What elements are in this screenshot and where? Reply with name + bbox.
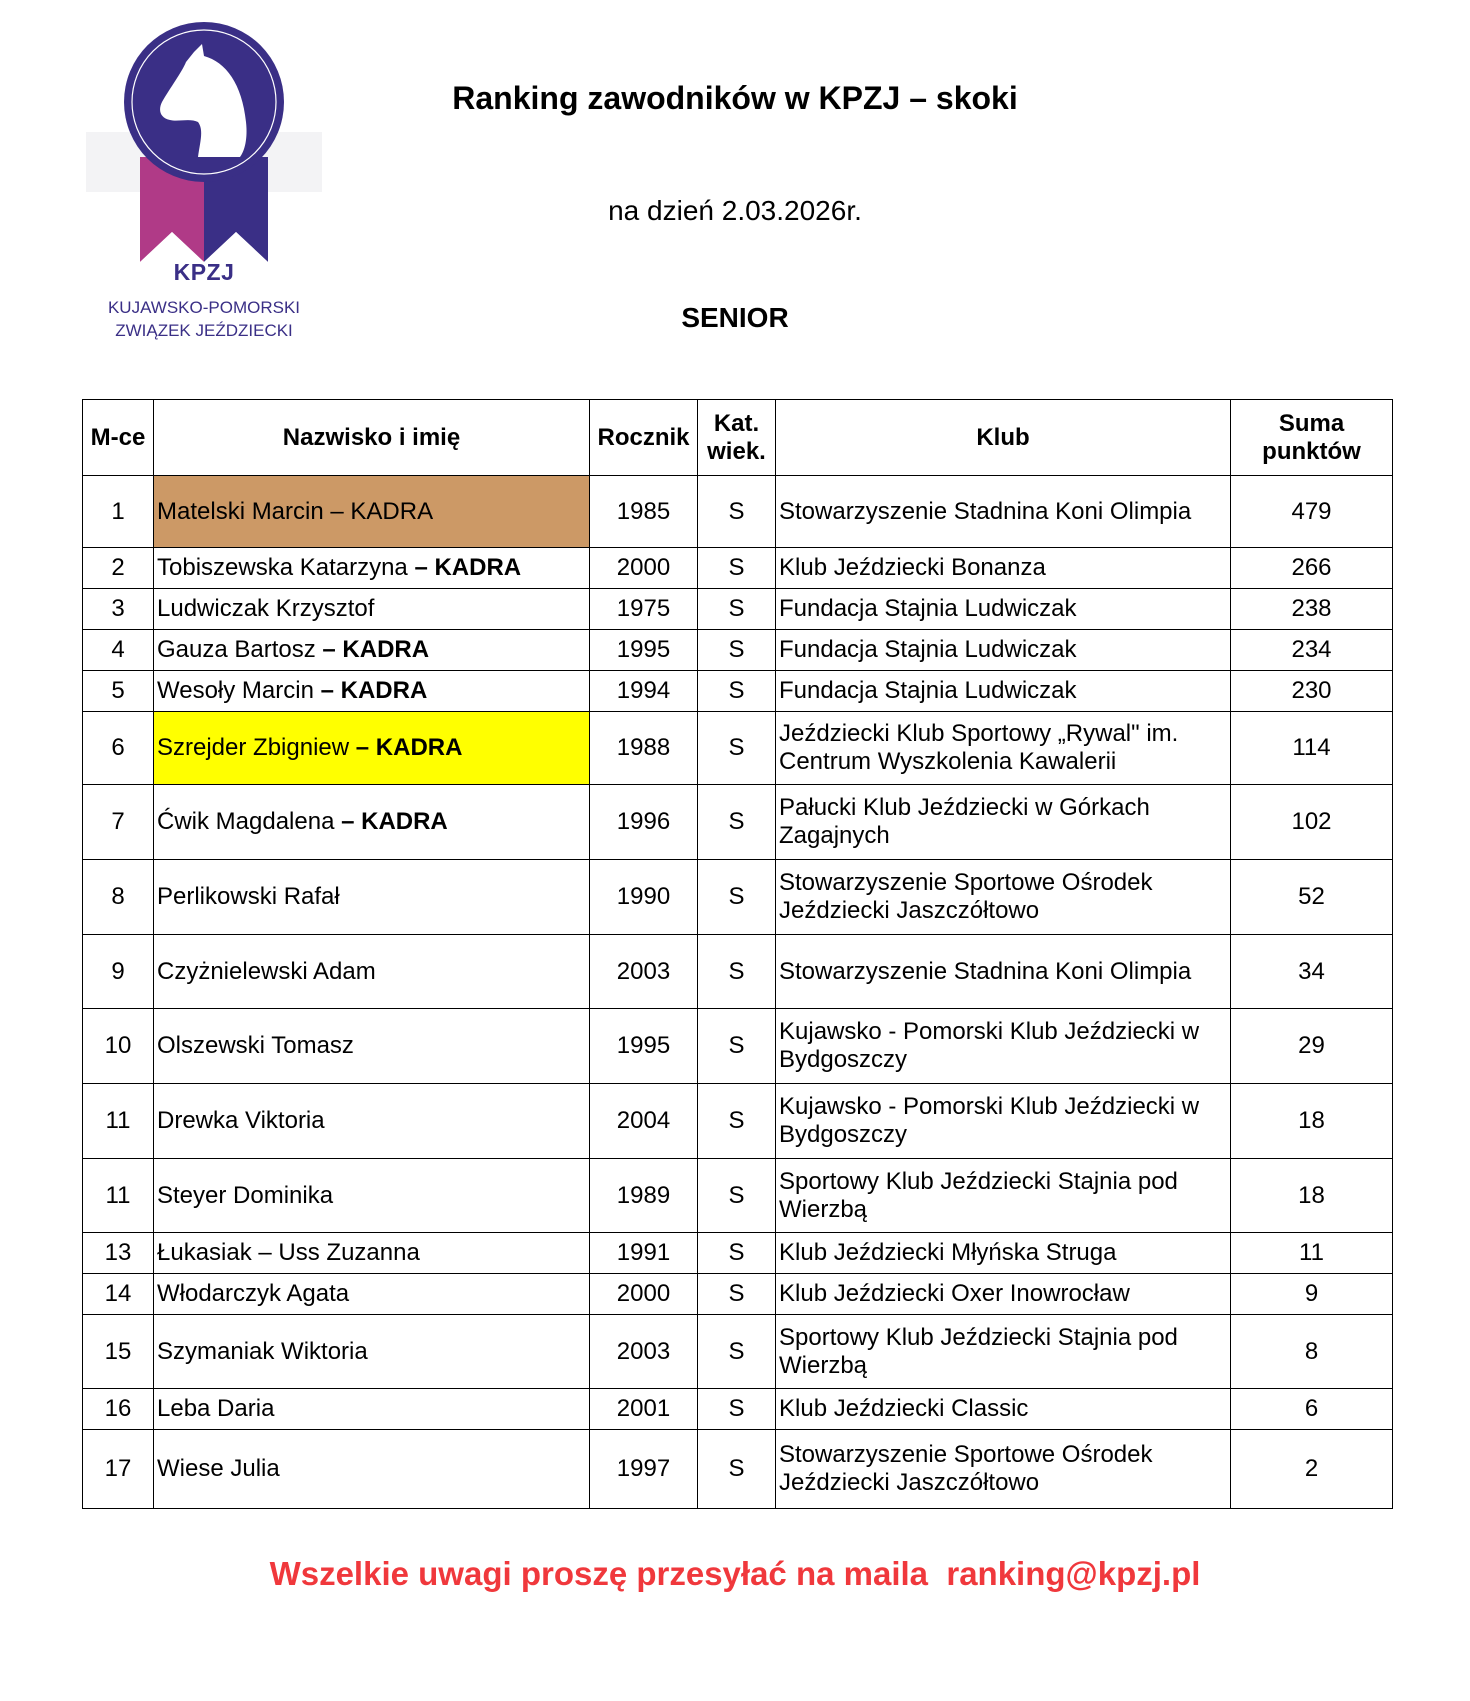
category-cell: S — [698, 1159, 776, 1233]
kadra-badge: – KADRA — [313, 677, 428, 704]
place-cell: 3 — [83, 589, 154, 630]
name-cell — [154, 860, 590, 935]
points-cell: 6 — [1231, 1389, 1393, 1430]
place-cell: 6 — [83, 712, 154, 785]
column-header-year: Rocznik — [590, 400, 698, 476]
table-row — [83, 630, 1393, 671]
table-row — [83, 1233, 1393, 1274]
year-cell: 2003 — [590, 1315, 698, 1389]
points-cell: 234 — [1231, 630, 1393, 671]
table-row — [83, 476, 1393, 548]
club-cell: Stowarzyszenie Sportowe Ośrodek Jeździecki Jaszczółtowo — [776, 860, 1231, 935]
category-cell: S — [698, 935, 776, 1009]
category-cell: S — [698, 1315, 776, 1389]
place-cell: 16 — [83, 1389, 154, 1430]
name-cell — [154, 548, 590, 589]
club-cell: Klub Jeździecki Oxer Inowrocław — [776, 1274, 1231, 1315]
points-cell: 11 — [1231, 1233, 1393, 1274]
name-cell — [154, 589, 590, 630]
name-cell — [154, 1084, 590, 1159]
club-cell: Kujawsko - Pomorski Klub Jeździecki w Bydgoszczy — [776, 1009, 1231, 1084]
place-cell: 11 — [83, 1159, 154, 1233]
year-cell: 1989 — [590, 1159, 698, 1233]
name-cell — [154, 671, 590, 712]
rider-name: Wiese Julia — [157, 1455, 280, 1482]
table-row — [83, 860, 1393, 935]
rider-name: Włodarczyk Agata — [157, 1280, 350, 1307]
club-cell: Klub Jeździecki Młyńska Struga — [776, 1233, 1231, 1274]
year-cell: 2000 — [590, 548, 698, 589]
name-cell — [154, 1159, 590, 1233]
points-cell: 34 — [1231, 935, 1393, 1009]
place-cell: 17 — [83, 1430, 154, 1509]
year-cell: 1985 — [590, 476, 698, 548]
category-cell: S — [698, 1389, 776, 1430]
points-cell: 230 — [1231, 671, 1393, 712]
category-cell: S — [698, 1274, 776, 1315]
place-cell: 1 — [83, 476, 154, 548]
club-cell: Fundacja Stajnia Ludwiczak — [776, 589, 1231, 630]
year-cell: 1996 — [590, 785, 698, 860]
table-row — [83, 589, 1393, 630]
logo-text-line1: KUJAWSKO-POMORSKI — [107, 298, 301, 317]
contact-note: Wszelkie uwagi proszę przesyłać na maila ranking@kpzj.pl — [269, 1555, 1201, 1592]
logo-abbreviation: KPZJ — [173, 259, 235, 285]
name-cell — [154, 1430, 590, 1509]
rider-name: Perlikowski Rafał — [157, 883, 340, 910]
rider-name: Szymaniak Wiktoria — [157, 1337, 368, 1365]
category-cell: S — [698, 476, 776, 548]
column-header-club: Klub — [776, 400, 1231, 476]
points-cell: 29 — [1231, 1009, 1393, 1084]
points-cell: 52 — [1231, 860, 1393, 935]
category-cell: S — [698, 630, 776, 671]
category-cell: S — [698, 785, 776, 860]
place-cell: 11 — [83, 1084, 154, 1159]
kadra-badge: – KADRA — [407, 554, 522, 581]
category-cell: S — [698, 589, 776, 630]
kadra-badge: – KADRA — [334, 808, 448, 835]
table-row — [83, 1009, 1393, 1084]
rider-name: Matelski Marcin – KADRA — [157, 497, 434, 525]
table-row — [83, 712, 1393, 785]
place-cell: 4 — [83, 630, 154, 671]
rider-name: Łukasiak – Uss Zuzanna — [157, 1239, 420, 1266]
category-cell: S — [698, 1009, 776, 1084]
points-cell: 18 — [1231, 1159, 1393, 1233]
place-cell: 10 — [83, 1009, 154, 1084]
table-row — [83, 671, 1393, 712]
column-header-name: Nazwisko i imię — [154, 400, 590, 476]
place-cell: 14 — [83, 1274, 154, 1315]
place-cell: 13 — [83, 1233, 154, 1274]
table-row — [83, 1430, 1393, 1509]
name-cell — [154, 785, 590, 860]
category-cell: S — [698, 671, 776, 712]
place-cell: 15 — [83, 1315, 154, 1389]
category-cell: S — [698, 1430, 776, 1509]
rider-name: Tobiszewska Katarzyna — [157, 554, 408, 581]
club-cell: Klub Jeździecki Classic — [776, 1389, 1231, 1430]
name-cell — [154, 630, 590, 671]
points-cell: 102 — [1231, 785, 1393, 860]
rider-name: Wesoły Marcin — [157, 677, 314, 704]
year-cell: 1995 — [590, 630, 698, 671]
name-cell — [154, 476, 590, 548]
points-cell: 2 — [1231, 1430, 1393, 1509]
place-cell: 7 — [83, 785, 154, 860]
club-cell: Pałucki Klub Jeździecki w Górkach Zagajnych — [776, 785, 1231, 860]
place-cell: 8 — [83, 860, 154, 935]
club-cell: Stowarzyszenie Sportowe Ośrodek Jeździecki Jaszczółtowo — [776, 1430, 1231, 1509]
page-title: Ranking zawodników w KPZJ – skoki — [452, 80, 1018, 116]
kadra-badge: – KADRA — [349, 734, 463, 761]
rider-name: Czyżnielewski Adam — [157, 957, 376, 985]
column-header-points-label: Suma punktów — [1262, 409, 1361, 465]
table-row — [83, 1315, 1393, 1389]
club-cell: Kujawsko - Pomorski Klub Jeździecki w Bydgoszczy — [776, 1084, 1231, 1159]
year-cell: 1990 — [590, 860, 698, 935]
rider-name: Szrejder Zbigniew — [157, 734, 350, 761]
rider-name: Ćwik Magdalena — [157, 808, 335, 835]
table-row — [83, 1389, 1393, 1430]
year-cell: 1994 — [590, 671, 698, 712]
points-cell: 114 — [1231, 712, 1393, 785]
column-header-points — [1231, 400, 1393, 476]
table-header-row — [83, 400, 1393, 476]
club-cell: Fundacja Stajnia Ludwiczak — [776, 630, 1231, 671]
column-header-category-label: Kat. wiek. — [707, 409, 766, 465]
rider-name: Gauza Bartosz — [157, 636, 316, 663]
rider-name: Olszewski Tomasz — [157, 1032, 354, 1059]
club-cell: Sportowy Klub Jeździecki Stajnia pod Wierzbą — [776, 1315, 1231, 1389]
table-row — [83, 548, 1393, 589]
name-cell — [154, 1315, 590, 1389]
logo-text-line2: ZWIĄZEK JEŹDZIECKI — [115, 321, 293, 340]
name-cell — [154, 935, 590, 1009]
table-row — [83, 1274, 1393, 1315]
place-cell: 9 — [83, 935, 154, 1009]
kadra-badge: – KADRA — [315, 636, 430, 663]
points-cell: 266 — [1231, 548, 1393, 589]
year-cell: 1991 — [590, 1233, 698, 1274]
year-cell: 2004 — [590, 1084, 698, 1159]
year-cell: 1975 — [590, 589, 698, 630]
rider-name: Drewka Viktoria — [157, 1107, 325, 1134]
horse-head-ribbon-icon — [86, 22, 322, 262]
table-row — [83, 1159, 1393, 1233]
name-cell — [154, 1009, 590, 1084]
rider-name: Ludwiczak Krzysztof — [157, 595, 375, 622]
points-cell: 479 — [1231, 476, 1393, 548]
club-cell: Jeździecki Klub Sportowy „Rywal" im. Centrum Wyszkolenia Kawalerii — [776, 712, 1231, 785]
category-cell: S — [698, 1084, 776, 1159]
place-cell: 5 — [83, 671, 154, 712]
club-cell: Fundacja Stajnia Ludwiczak — [776, 671, 1231, 712]
name-cell — [154, 712, 590, 785]
year-cell: 2001 — [590, 1389, 698, 1430]
table-row — [83, 785, 1393, 860]
rider-name: Leba Daria — [157, 1395, 275, 1422]
table-row — [83, 935, 1393, 1009]
category-cell: S — [698, 1233, 776, 1274]
column-header-place: M-ce — [83, 400, 154, 476]
year-cell: 1988 — [590, 712, 698, 785]
year-cell: 1995 — [590, 1009, 698, 1084]
name-cell — [154, 1274, 590, 1315]
points-cell: 9 — [1231, 1274, 1393, 1315]
club-cell: Stowarzyszenie Stadnina Koni Olimpia — [776, 935, 1231, 1009]
year-cell: 2000 — [590, 1274, 698, 1315]
place-cell: 2 — [83, 548, 154, 589]
year-cell: 2003 — [590, 935, 698, 1009]
category-cell: S — [698, 712, 776, 785]
name-cell — [154, 1389, 590, 1430]
club-cell: Klub Jeździecki Bonanza — [776, 548, 1231, 589]
category-heading: SENIOR — [681, 302, 789, 333]
year-cell: 1997 — [590, 1430, 698, 1509]
category-cell: S — [698, 548, 776, 589]
club-cell: Stowarzyszenie Stadnina Koni Olimpia — [776, 476, 1231, 548]
column-header-category — [698, 400, 776, 476]
ranking-table — [82, 399, 1393, 1509]
kpzj-logo — [86, 22, 322, 352]
points-cell: 238 — [1231, 589, 1393, 630]
name-cell — [154, 1233, 590, 1274]
rider-name: Steyer Dominika — [157, 1181, 334, 1209]
table-row — [83, 1084, 1393, 1159]
ranking-date: na dzień 2.03.2026r. — [608, 195, 862, 226]
category-cell: S — [698, 860, 776, 935]
club-cell: Sportowy Klub Jeździecki Stajnia pod Wierzbą — [776, 1159, 1231, 1233]
points-cell: 18 — [1231, 1084, 1393, 1159]
points-cell: 8 — [1231, 1315, 1393, 1389]
